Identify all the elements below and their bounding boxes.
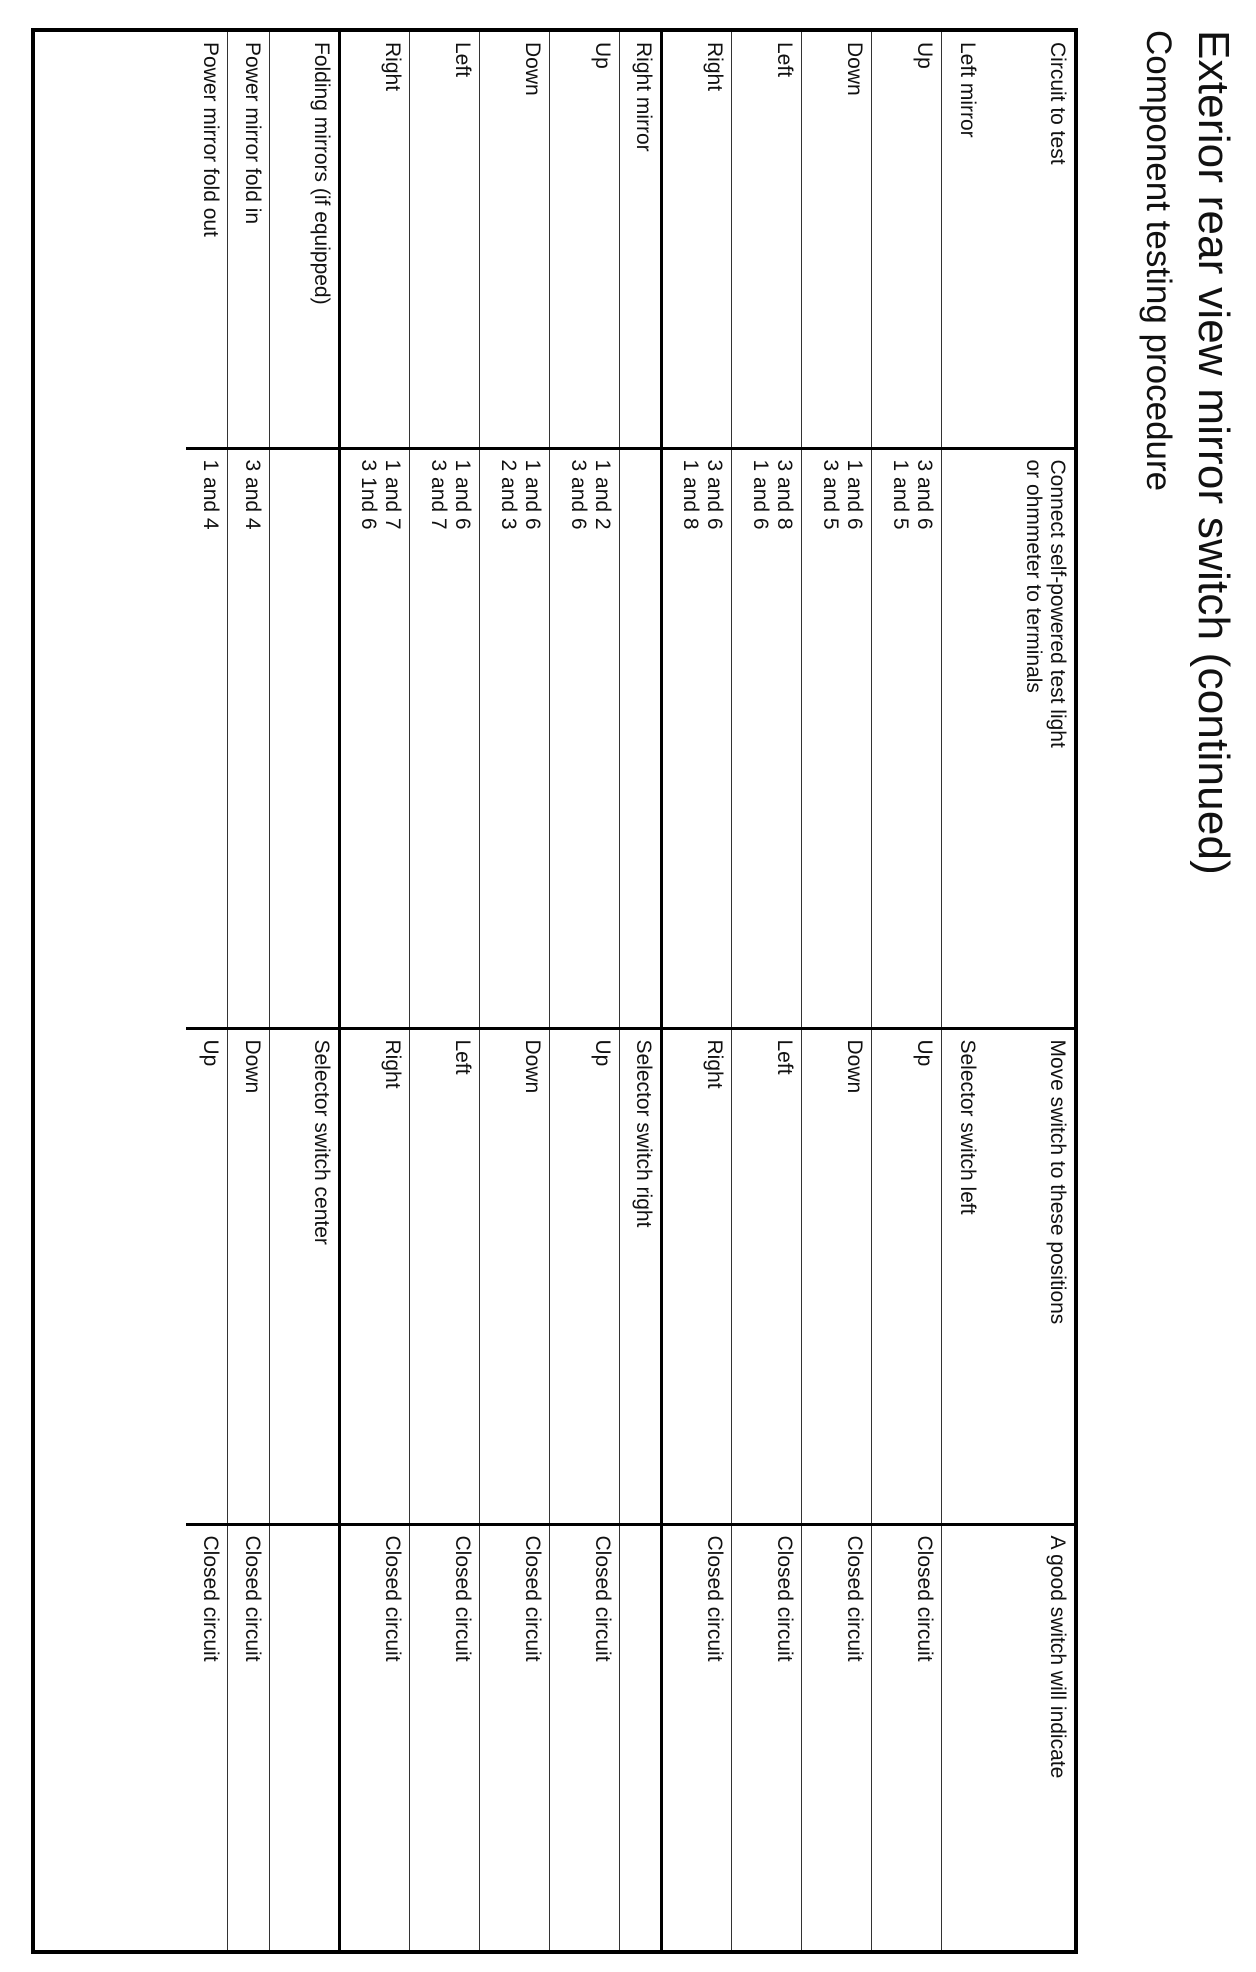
table-row [872, 32, 942, 1950]
cell-indicate: Closed circuit [228, 1524, 270, 1950]
cell-positions: Up [872, 1028, 942, 1524]
cell-positions: Selector switch right [620, 1028, 662, 1524]
document-title: Exterior rear view mirror switch (continued) [1189, 30, 1238, 876]
cell-terminals: 1 and 4 [186, 448, 228, 1028]
cell-positions: Down [228, 1028, 270, 1524]
cell-positions: Left [410, 1028, 480, 1524]
cell-positions: Selector switch left [942, 1028, 984, 1524]
header-circuit: Circuit to test [984, 32, 1074, 448]
cell-positions: Up [186, 1028, 228, 1524]
cell-circuit: Up [872, 32, 942, 448]
cell-indicate: Closed circuit [340, 1524, 410, 1950]
cell-indicate: Closed circuit [662, 1524, 732, 1950]
cell-circuit: Right [662, 32, 732, 448]
table-row [620, 32, 662, 1950]
table-header-row [984, 32, 1074, 1950]
cell-positions: Up [550, 1028, 620, 1524]
cell-circuit: Left [732, 32, 802, 448]
cell-positions: Down [802, 1028, 872, 1524]
header-terminals: Connect self-powered test light or ohmmeter to terminals [984, 448, 1074, 1028]
header-positions: Move switch to these positions [984, 1028, 1074, 1524]
cell-indicate: Closed circuit [410, 1524, 480, 1950]
cell-terminals: 1 and 6 3 and 7 [410, 448, 480, 1028]
cell-terminals: 3 and 8 1 and 6 [732, 448, 802, 1028]
table-row [550, 32, 620, 1950]
table-row [340, 32, 410, 1950]
cell-circuit: Power mirror fold out [186, 32, 228, 448]
table-row [186, 32, 228, 1950]
cell-terminals [620, 448, 662, 1028]
cell-positions: Down [480, 1028, 550, 1524]
cell-indicate: Closed circuit [550, 1524, 620, 1950]
table-row [410, 32, 480, 1950]
cell-circuit: Folding mirrors (if equipped) [270, 32, 340, 448]
cell-terminals: 3 and 6 1 and 8 [662, 448, 732, 1028]
cell-indicate: Closed circuit [732, 1524, 802, 1950]
cell-circuit: Down [480, 32, 550, 448]
table-row [942, 32, 984, 1950]
table-row [802, 32, 872, 1950]
cell-indicate [620, 1524, 662, 1950]
cell-circuit: Up [550, 32, 620, 448]
cell-terminals: 1 and 2 3 and 6 [550, 448, 620, 1028]
table-row [270, 32, 340, 1950]
cell-terminals: 3 and 6 1 and 5 [872, 448, 942, 1028]
cell-circuit: Right [340, 32, 410, 448]
cell-positions: Right [340, 1028, 410, 1524]
cell-terminals: 1 and 6 3 and 5 [802, 448, 872, 1028]
table-row [228, 32, 270, 1950]
cell-terminals [270, 448, 340, 1028]
cell-terminals [942, 448, 984, 1028]
cell-indicate: Closed circuit [480, 1524, 550, 1950]
cell-indicate: Closed circuit [186, 1524, 228, 1950]
cell-circuit: Down [802, 32, 872, 448]
cell-positions: Selector switch center [270, 1028, 340, 1524]
cell-terminals: 3 and 4 [228, 448, 270, 1028]
testing-table [31, 28, 1078, 1954]
cell-positions: Right [662, 1028, 732, 1524]
table-row [662, 32, 732, 1950]
table-row [480, 32, 550, 1950]
cell-circuit: Power mirror fold in [228, 32, 270, 448]
cell-circuit: Right mirror [620, 32, 662, 448]
cell-indicate [270, 1524, 340, 1950]
header-indicate: A good switch will indicate [984, 1524, 1074, 1950]
cell-circuit: Left mirror [942, 32, 984, 448]
table-row [732, 32, 802, 1950]
cell-indicate: Closed circuit [802, 1524, 872, 1950]
cell-indicate [942, 1524, 984, 1950]
table-body [186, 32, 984, 1950]
cell-circuit: Left [410, 32, 480, 448]
cell-terminals: 1 and 6 2 and 3 [480, 448, 550, 1028]
cell-terminals: 1 and 7 3 1nd 6 [340, 448, 410, 1028]
cell-positions: Left [732, 1028, 802, 1524]
cell-indicate: Closed circuit [872, 1524, 942, 1950]
document-subtitle: Component testing procedure [1139, 30, 1178, 492]
